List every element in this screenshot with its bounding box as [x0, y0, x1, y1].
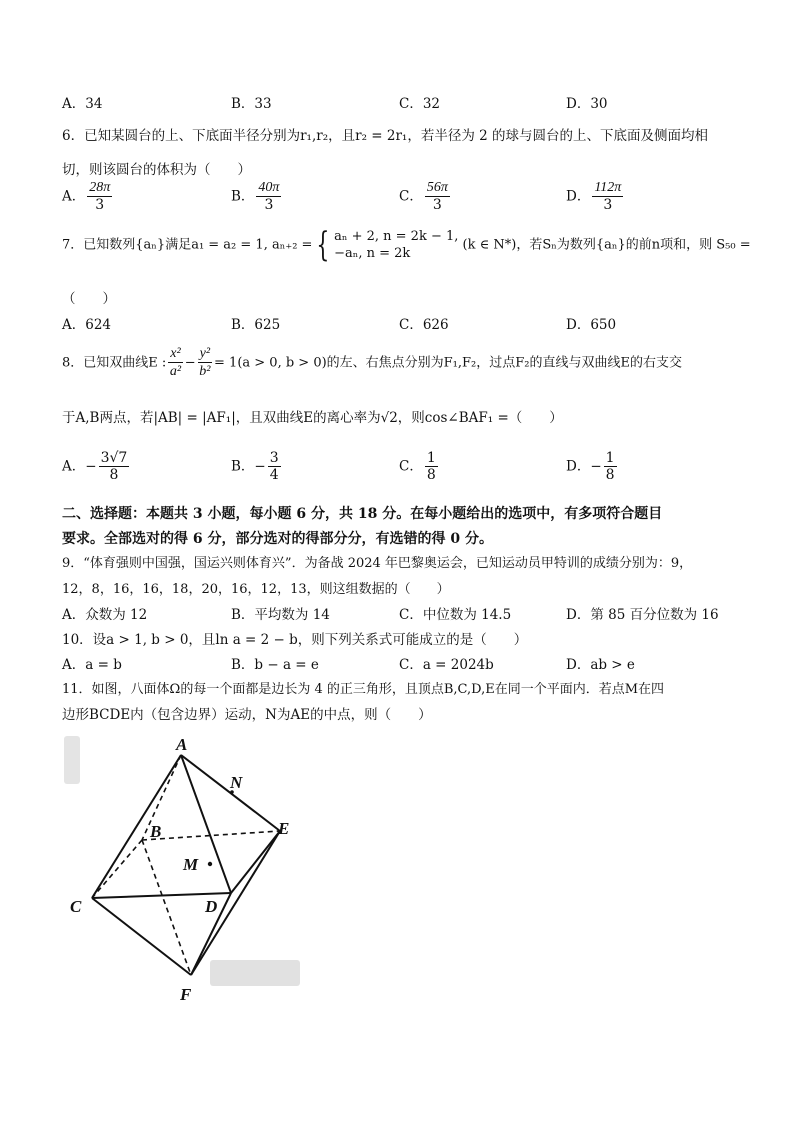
q5-option-b: B．33: [231, 96, 272, 112]
q9-line1: 9．“体育强则中国强，国运兴则体育兴”．为备战 2024 年巴黎奥运会，已知运动员甲特训的成绩分别为：9，: [62, 556, 693, 571]
edge-ae: [181, 755, 280, 831]
edge-ac: [92, 755, 181, 898]
q7-option-c: C．626: [399, 317, 449, 333]
q11-line1: 11．如图，八面体Ω的每一个面都是边长为 4 的正三角形，且顶点B,C,D,E在同一个平面内．若点M在四: [62, 682, 665, 697]
edge-bc: [92, 840, 142, 898]
q5-option-d: D．30: [566, 96, 608, 112]
edge-cf: [92, 898, 191, 975]
edge-ab: [142, 755, 181, 840]
point-m: [208, 862, 212, 866]
label-e: E: [278, 819, 290, 838]
q5-option-a: A．34: [62, 96, 103, 112]
label-b: B: [150, 822, 162, 841]
q7-line2: （ ）: [62, 291, 116, 307]
q8-line1: 8．已知双曲线E : $\frac{\text{x²}}{\text{a²}}$ − $\frac{\text{y²}}{\text{b²}}$ = 1(a > 0, b > 0)的左、右焦点分别为F₁,F₂，过点F₂的直线与双曲线E的右支交: [62, 346, 682, 379]
label-m: M: [183, 855, 199, 874]
q6-option-c: C． $\frac{56\pi}{3}$: [399, 180, 448, 213]
q6-line1: 6．已知某圆台的上、下底面半径分别为r₁,r₂，且r₂ = 2r₁，若半径为 2 的球与圆台的上、下底面及侧面均相: [62, 128, 708, 144]
q5-option-c: C．32: [399, 96, 441, 112]
q10-option-d: D．ab > e: [566, 657, 635, 673]
q7-option-d: D．650: [566, 317, 617, 333]
q10-line: 10．设a > 1, b > 0，且ln a = 2 − b，则下列关系式可能成立的是（ ）: [62, 632, 528, 648]
blur-artifact: [210, 960, 300, 986]
edge-de: [231, 831, 280, 893]
q7-option-a: A．624: [62, 317, 112, 333]
q10-option-c: C．a = 2024b: [399, 657, 494, 673]
q11-line2: 边形BCDE内（包含边界）运动，N为AE的中点，则（ ）: [62, 707, 432, 723]
octahedron-figure: [60, 730, 310, 1005]
q9-line2: 12，8，16，16，18，20，16，12，13，则这组数据的（ ）: [62, 582, 450, 597]
section2-heading-line2: 要求。全部选对的得 6 分，部分选对的得部分分，有选错的得 0 分。: [62, 531, 493, 547]
q8-option-c: C． $\frac{1}{8}$: [399, 450, 436, 483]
q8-option-a: A．− $\frac{3√7}{8}$: [62, 450, 128, 483]
label-d: D: [205, 897, 218, 916]
q9-option-b: B．平均数为 14: [231, 607, 330, 623]
q6-option-b: B． $\frac{40\pi}{3}$: [231, 180, 280, 213]
q6-line2: 切，则该圆台的体积为（ ）: [62, 162, 251, 178]
q10-option-a: A．a = b: [62, 657, 122, 673]
q8-option-d: D．− $\frac{1}{8}$: [566, 450, 615, 483]
q7-option-b: B．625: [231, 317, 281, 333]
section2-heading-line1: 二、选择题：本题共 3 小题，每小题 6 分，共 18 分。在每小题给出的选项中，有多项符合题目: [62, 506, 663, 522]
q10-option-b: B．b − a = e: [231, 657, 319, 673]
q6-option-d: D． $\frac{112\pi}{3}$: [566, 180, 622, 213]
blur-artifact: [64, 736, 80, 784]
label-f: F: [180, 985, 192, 1004]
q6-option-a: A． $\frac{28\pi}{3}$: [62, 180, 111, 213]
label-n: N: [230, 773, 243, 792]
label-a: A: [176, 735, 188, 754]
label-c: C: [70, 897, 82, 916]
q9-option-c: C．中位数为 14.5: [399, 607, 512, 623]
q8-line2: 于A,B两点，若|AB| = |AF₁|，且双曲线E的离心率为√2，则cos∠BAF₁ =（ ）: [62, 410, 563, 426]
q9-option-a: A．众数为 12: [62, 607, 148, 623]
q7-line1: 7．已知数列{aₙ}满足a₁ = a₂ = 1, aₙ₊₂ = { aₙ + 2, n = 2k − 1, −aₙ, n = 2k (k ∈ N*)，若Sₙ为数列{aₙ}的前n项和，则 S₅₀ =: [62, 225, 751, 265]
q8-option-b: B．− $\frac{3}{4}$: [231, 450, 279, 483]
q9-option-d: D．第 85 百分位数为 16: [566, 607, 719, 623]
